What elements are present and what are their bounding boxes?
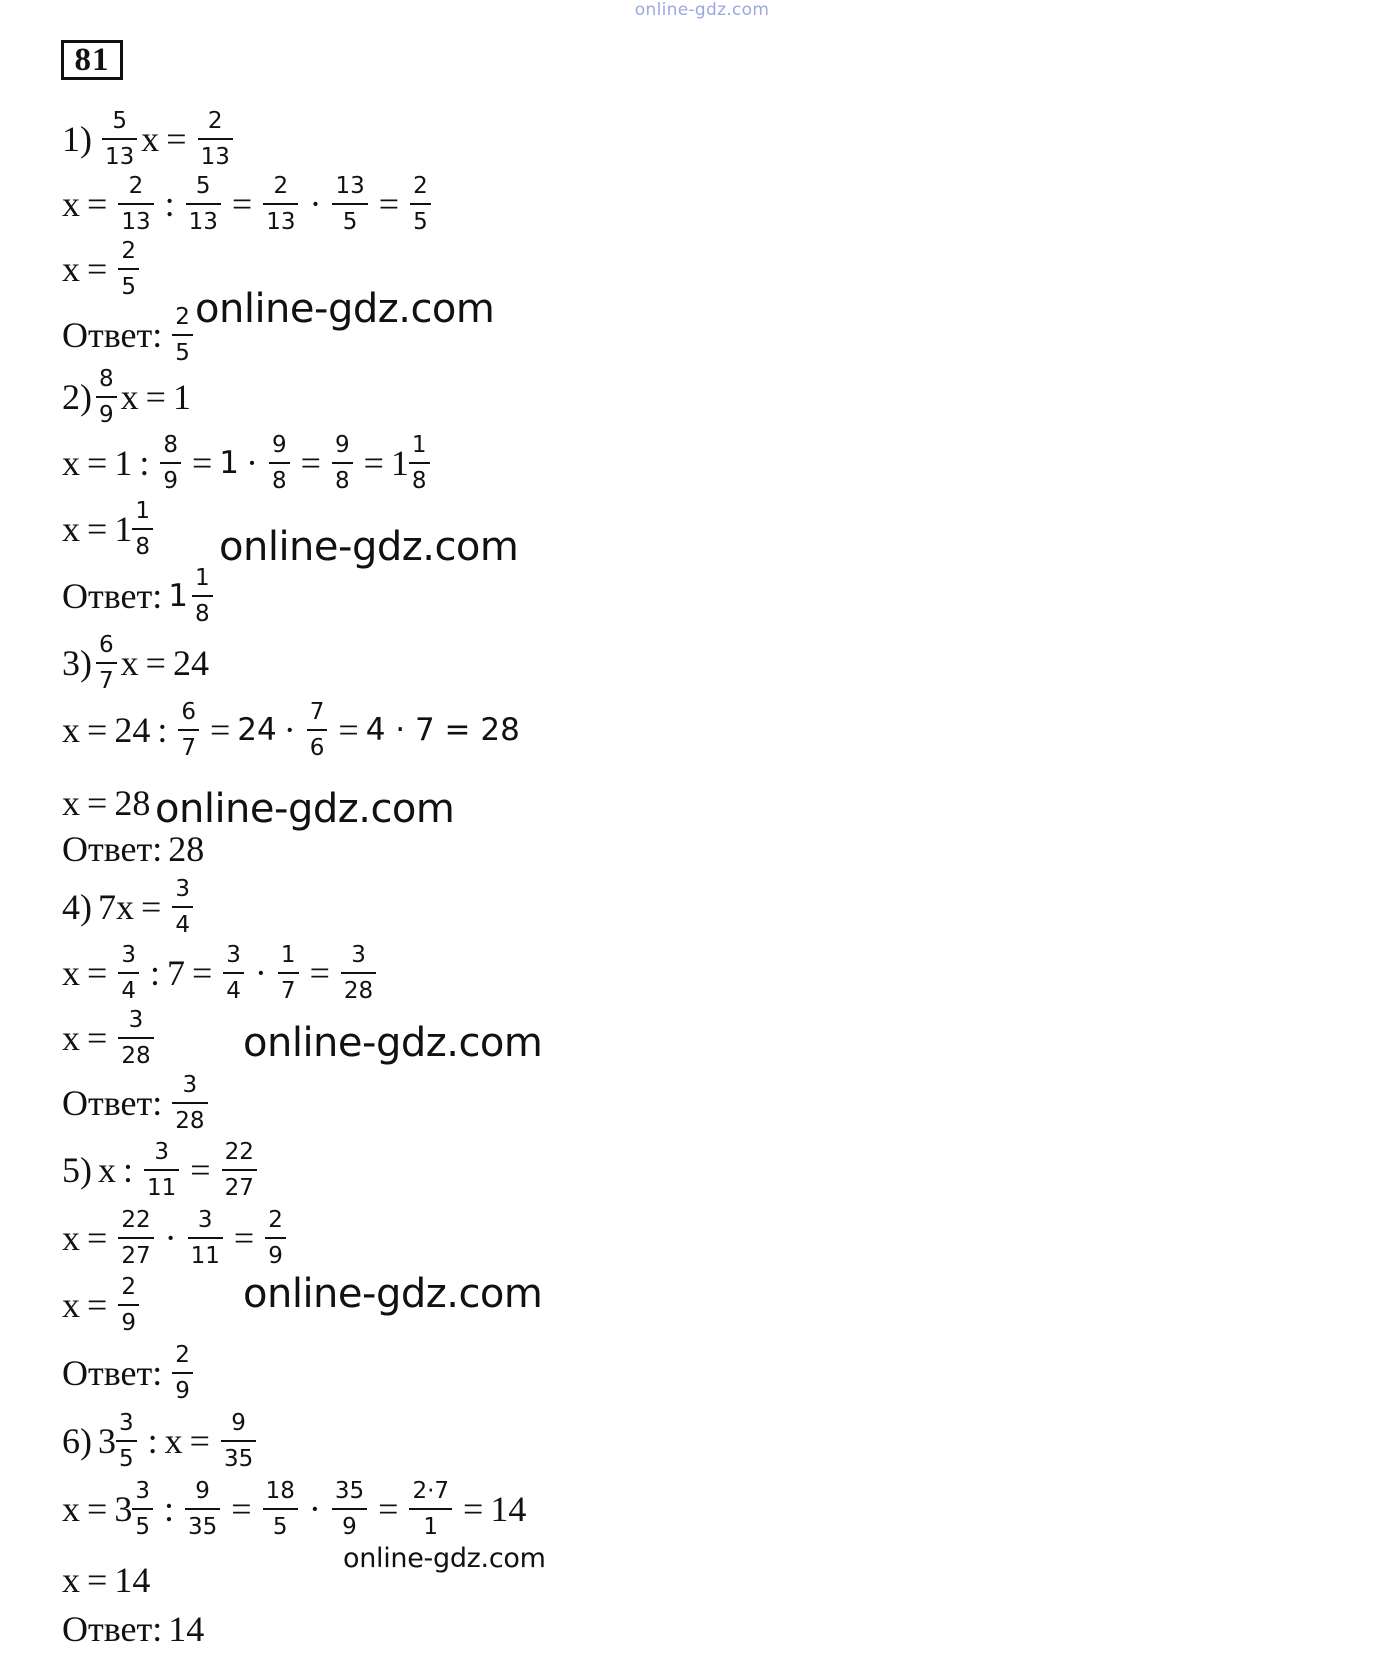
fraction: $\frac{8}{9}$	[96, 367, 117, 428]
fraction: $\frac{3}{4}$	[172, 877, 193, 938]
fraction: $\frac{3}{4}$	[118, 943, 139, 1004]
p4-result: x = $\frac{3}{28}$	[62, 1003, 158, 1073]
watermark: online-gdz.com	[243, 1020, 543, 1066]
fraction: $\frac{22}{27}$	[118, 1208, 153, 1269]
fraction: $\frac{6}{7}$	[178, 700, 199, 761]
fraction: $\frac{9}{8}$	[269, 433, 290, 494]
fraction: $\frac{2}{5}$	[410, 174, 431, 235]
watermark: online-gdz.com	[155, 786, 455, 832]
p1-answer: Ответ: $\frac{2}{5}$	[62, 300, 197, 370]
p3-answer: Ответ: 28	[62, 829, 205, 869]
fraction: $\frac{8}{9}$	[160, 433, 181, 494]
fraction: $\frac{5}{13}$	[102, 109, 137, 170]
p3-result: x = 28	[62, 783, 151, 823]
p4-solution: x = $\frac{3}{4}$ : 7 = $\frac{3}{4}$ · $\frac{1}{7}$ = $\frac{3}{28}$	[62, 938, 380, 1008]
fraction: $\frac{3}{28}$	[118, 1008, 153, 1069]
p6-answer: Ответ: 14	[62, 1609, 205, 1649]
p1-result: x = $\frac{2}{5}$	[62, 234, 143, 304]
fraction: $\frac{3}{11}$	[188, 1208, 223, 1269]
fraction: $\frac{2}{13}$	[118, 174, 153, 235]
fraction: $\frac{35}{9}$	[332, 1479, 367, 1540]
watermark: online-gdz.com	[195, 286, 495, 332]
p1-solution: x = $\frac{2}{13}$ : $\frac{5}{13}$ = $\frac{2}{13}$ · $\frac{13}{5}$ = $\frac{2}{5}$	[62, 169, 435, 239]
p2-result: x = 1 $\frac{1}{8}$	[62, 494, 157, 564]
watermark: online-gdz.com	[219, 524, 519, 570]
p6-equation: 6) 3 $\frac{3}{5}$ : x = $\frac{9}{35}$	[62, 1406, 260, 1476]
fraction: $\frac{3}{4}$	[223, 943, 244, 1004]
fraction: $\frac{3}{5}$	[116, 1411, 137, 1472]
p4-answer: Ответ: $\frac{3}{28}$	[62, 1068, 212, 1138]
p5-equation: 5) x : $\frac{3}{11}$ = $\frac{22}{27}$	[62, 1135, 261, 1205]
fraction: $\frac{2}{9}$	[172, 1343, 193, 1404]
fraction: $\frac{2}{13}$	[263, 174, 298, 235]
fraction: $\frac{9}{35}$	[185, 1479, 220, 1540]
watermark: online-gdz.com	[343, 1543, 546, 1574]
p4-equation: 4) 7x = $\frac{3}{4}$	[62, 872, 197, 942]
p6-result: x = 14	[62, 1560, 151, 1600]
fraction: $\frac{2}{13}$	[198, 109, 233, 170]
top-watermark: online-gdz.com	[634, 0, 770, 20]
p2-answer: Ответ: 1 $\frac{1}{8}$	[62, 561, 217, 631]
fraction: $\frac{2\cdot 7}{1}$	[409, 1479, 452, 1540]
fraction: $\frac{22}{27}$	[222, 1140, 257, 1201]
watermark: online-gdz.com	[243, 1271, 543, 1317]
fraction: $\frac{3}{5}$	[132, 1479, 153, 1540]
fraction: $\frac{5}{13}$	[186, 174, 221, 235]
p6-solution: x = 3 $\frac{3}{5}$ : $\frac{9}{35}$ = $\frac{18}{5}$ · $\frac{35}{9}$ = $\frac{2\cdot 7}{1}$ = 14	[62, 1477, 527, 1540]
fraction: $\frac{2}{9}$	[118, 1275, 139, 1336]
p1-label: 1)	[62, 119, 92, 159]
fraction: $\frac{9}{35}$	[221, 1411, 256, 1472]
fraction: $\frac{3}{11}$	[144, 1140, 179, 1201]
fraction: $\frac{18}{5}$	[263, 1479, 298, 1540]
fraction: $\frac{2}{5}$	[172, 305, 193, 366]
task-number: 81	[61, 40, 123, 80]
fraction: $\frac{1}{8}$	[132, 499, 153, 560]
p3-equation: 3) $\frac{6}{7}$ x = 24	[62, 631, 209, 694]
p5-result: x = $\frac{2}{9}$	[62, 1270, 143, 1340]
fraction: $\frac{7}{6}$	[307, 700, 328, 761]
fraction: $\frac{1}{7}$	[278, 943, 299, 1004]
fraction: $\frac{1}{8}$	[409, 433, 430, 494]
p5-answer: Ответ: $\frac{2}{9}$	[62, 1338, 197, 1408]
p2-equation: 2) $\frac{8}{9}$ x = 1	[62, 365, 191, 428]
fraction: $\frac{9}{8}$	[332, 433, 353, 494]
fraction: $\frac{2}{5}$	[118, 239, 139, 300]
fraction: $\frac{3}{28}$	[172, 1073, 207, 1134]
fraction: $\frac{1}{8}$	[192, 566, 213, 627]
p5-solution: x = $\frac{22}{27}$ · $\frac{3}{11}$ = $\frac{2}{9}$	[62, 1203, 290, 1273]
p3-solution: x = 24 : $\frac{6}{7}$ = 24 · $\frac{7}{6}$ = 4 · 7 = 28	[62, 698, 520, 761]
fraction: $\frac{13}{5}$	[332, 174, 367, 235]
fraction: $\frac{3}{28}$	[341, 943, 376, 1004]
fraction: $\frac{6}{7}$	[96, 633, 117, 694]
p1-equation: 1) $\frac{5}{13}$ x = $\frac{2}{13}$	[62, 104, 237, 174]
p2-solution: x = 1 : $\frac{8}{9}$ = 1 · $\frac{9}{8}$ = $\frac{9}{8}$ = 1 $\frac{1}{8}$	[62, 428, 434, 498]
fraction: $\frac{2}{9}$	[265, 1208, 286, 1269]
